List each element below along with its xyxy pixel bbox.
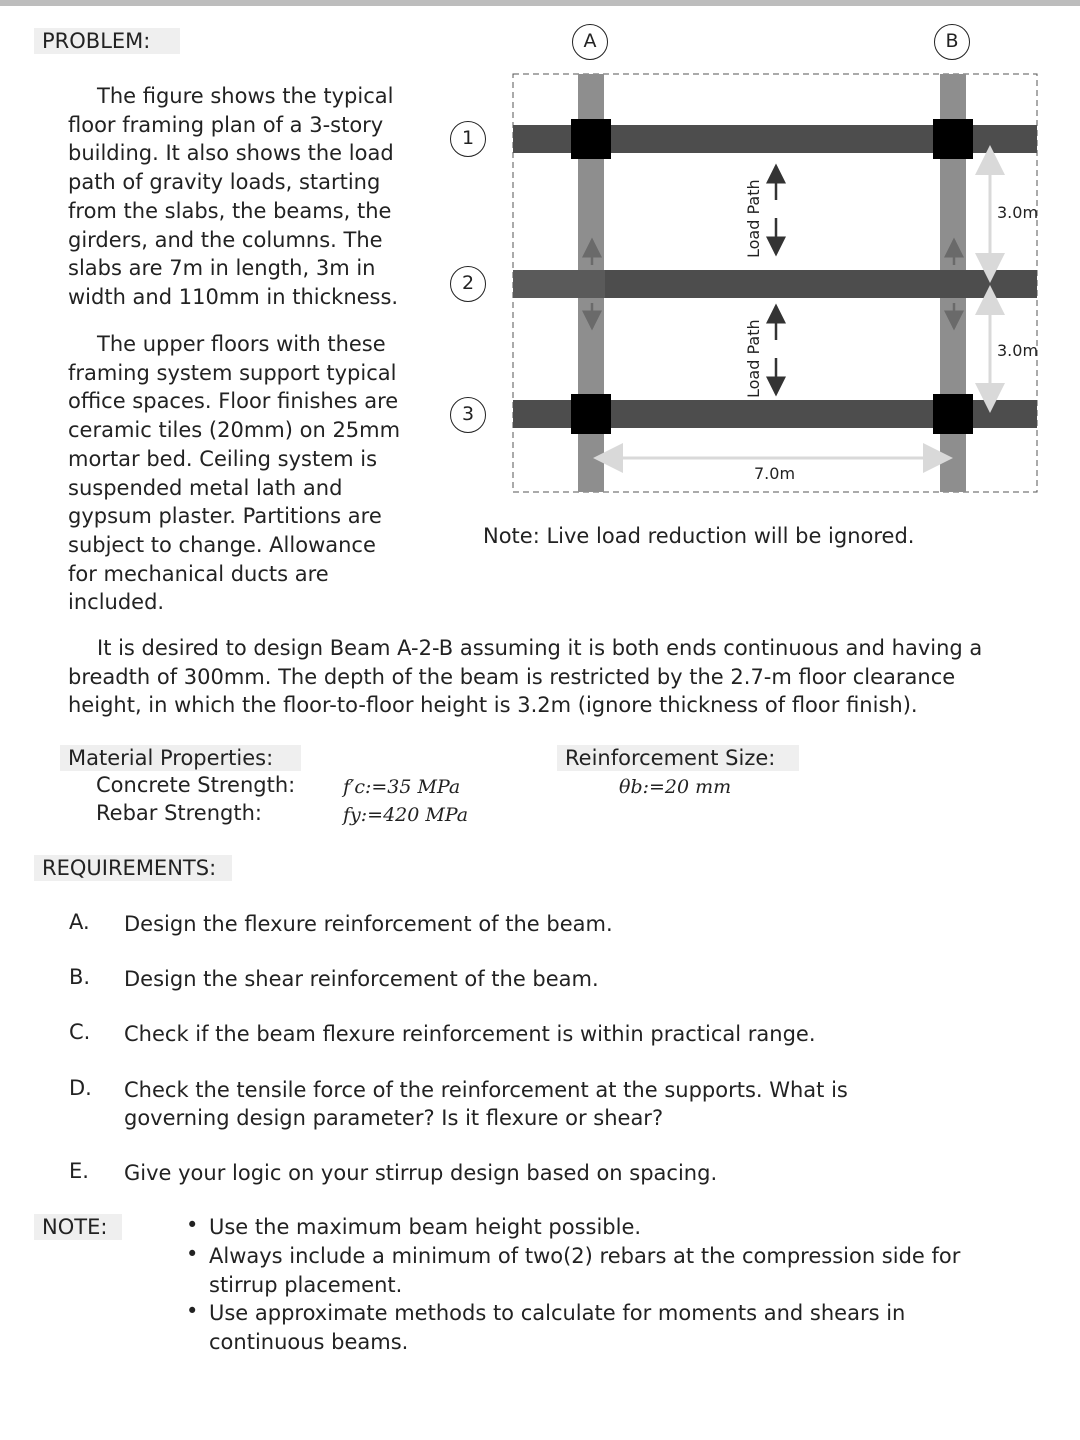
load-path-label-1: Load Path <box>744 179 763 258</box>
requirements-header: REQUIREMENTS: <box>34 855 232 881</box>
rebar-strength-value: fy:=420 MPa <box>343 804 469 826</box>
note-bullet-2-marker: • <box>186 1242 199 1266</box>
grid-row-2-marker: 2 <box>450 266 486 302</box>
concrete-strength-label: Concrete Strength: <box>96 773 296 797</box>
rebar-strength-label: Rebar Strength: <box>96 801 262 825</box>
joint-b1 <box>933 119 973 159</box>
note-bullet-3-marker: • <box>186 1299 199 1323</box>
requirement-d-letter: D. <box>69 1076 92 1100</box>
material-properties-header: Material Properties: <box>60 745 301 771</box>
dimension-span-top-label: 3.0m <box>997 203 1039 222</box>
note-bullet-1-marker: • <box>186 1213 199 1237</box>
requirement-a-letter: A. <box>69 910 90 934</box>
live-load-note: Note: Live load reduction will be ignored. <box>483 524 915 548</box>
load-path-label-2: Load Path <box>744 319 763 398</box>
dimension-span-bottom-label: 3.0m <box>997 341 1039 360</box>
note-header: NOTE: <box>34 1214 122 1240</box>
requirement-d-text: Check the tensile force of the reinforcement at the supports. What is governing design parameter? Is it flexure or shear? <box>124 1078 848 1130</box>
floor-framing-plan <box>0 0 1080 520</box>
note-bullet-1-text: Use the maximum beam height possible. <box>209 1215 642 1239</box>
requirement-b-text: Design the shear reinforcement of the beam. <box>124 967 599 991</box>
joint-a1 <box>571 119 611 159</box>
problem-header: PROBLEM: <box>34 28 180 54</box>
problem-paragraph-2: The upper floors with these framing system support typical office spaces. Floor finishes are ceramic tiles (20mm) on 25mm mortar bed. Ceiling system is suspended metal lath and gypsum plaster. Partitions are subject to change. Allowance for mechanical ducts are included. <box>68 332 401 615</box>
requirement-c-letter: C. <box>69 1020 91 1044</box>
grid-row-3-marker: 3 <box>450 397 486 433</box>
requirement-e-letter: E. <box>69 1159 89 1183</box>
note-bullet-3-text: Use approximate methods to calculate for moments and shears in continuous beams. <box>209 1301 906 1354</box>
reinforcement-size-value: θb:=20 mm <box>619 776 732 798</box>
problem-paragraph-1: The figure shows the typical floor framing plan of a 3-story building. It also shows the load path of gravity loads, starting from the slabs, the beams, the girders, and the columns. The slabs are 7m in length, 3m in width and 110mm in thickness. <box>68 84 399 309</box>
reinforcement-size-header: Reinforcement Size: <box>557 745 799 771</box>
grid-column-a-marker: A <box>572 24 608 60</box>
concrete-strength-value: f′c:=35 MPa <box>343 776 461 798</box>
note-bullet-2-text: Always include a minimum of two(2) rebars at the compression side for stirrup placement. <box>209 1244 961 1297</box>
requirement-c-text: Check if the beam flexure reinforcement is within practical range. <box>124 1022 816 1046</box>
grid-column-b-marker: B <box>934 24 970 60</box>
requirement-a-text: Design the flexure reinforcement of the beam. <box>124 912 613 936</box>
requirement-b-letter: B. <box>69 965 91 989</box>
grid-row-1-marker: 1 <box>450 121 486 157</box>
beam-edge-2 <box>513 270 605 298</box>
problem-paragraph-3: It is desired to design Beam A-2-B assuming it is both ends continuous and having a breadth of 300mm. The depth of the beam is restricted by the 2.7-m floor clearance height, in which the floor-to-floor height is 3.2m (ignore thickness of floor finish). <box>68 636 983 718</box>
requirement-e-text: Give your logic on your stirrup design based on spacing. <box>124 1161 718 1185</box>
joint-b3 <box>933 394 973 434</box>
joint-a3 <box>571 394 611 434</box>
dimension-length-label: 7.0m <box>754 464 796 483</box>
